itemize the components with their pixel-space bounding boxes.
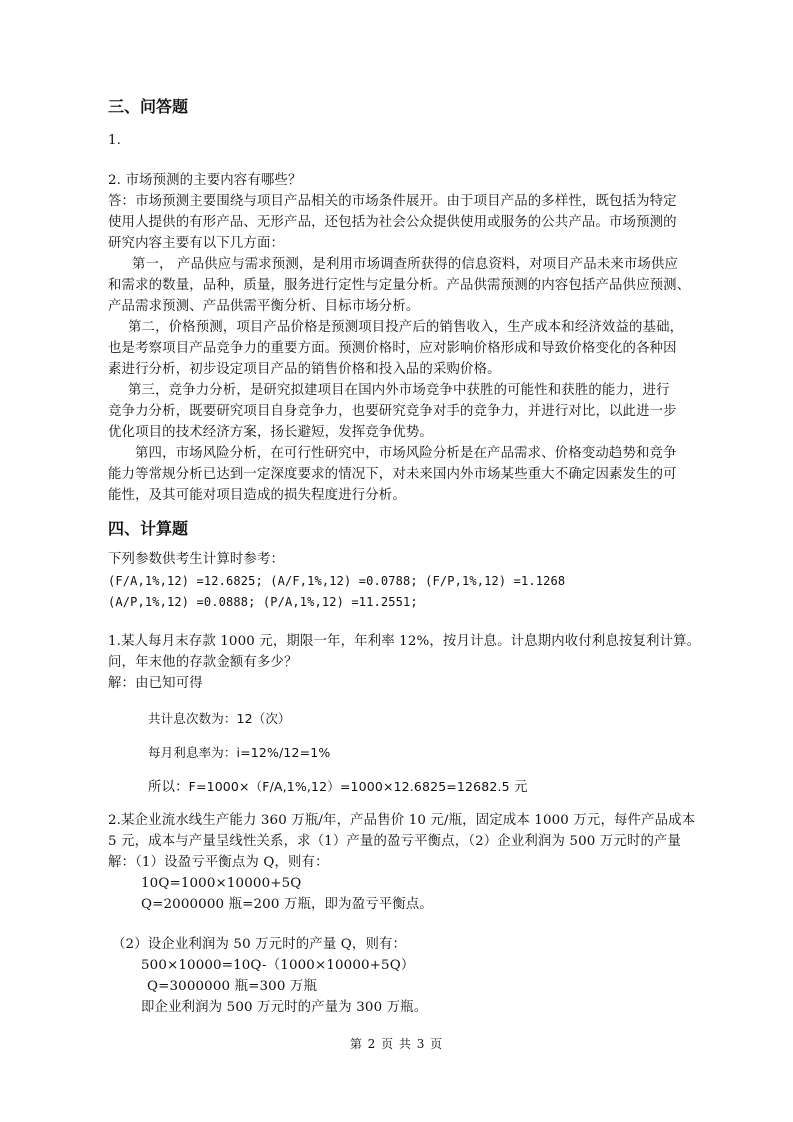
equation: 500×10000=10Q-（1000×10000+5Q） <box>141 958 415 973</box>
point-2-line: 第二，价格预测，项目产品价格是预测项目投产后的销售收入，生产成本和经济效益的基础， <box>128 320 684 335</box>
solution-step <box>148 743 330 764</box>
conclusion: 即企业利润为 500 万元时的产量为 300 万瓶。 <box>141 1000 428 1015</box>
solution-step <box>148 777 528 798</box>
answer-line: 研究内容主要有以下几方面： <box>108 236 285 251</box>
answer-line: 答：市场预测主要围绕与项目产品相关的市场条件展开。由于项目产品的多样性，既包括为特定 <box>108 194 677 209</box>
params-line: (F/A,1%,12) =12.6825; (A/F,1%,12) =0.0788; (F/P,1%,12) =1.1268 <box>108 574 566 588</box>
problem-1-line: 问，年末他的存款金额有多少？ <box>108 655 298 670</box>
section-heading-qa: 三、问答题 <box>108 97 189 116</box>
answer-line: 使用人提供的有形产品、无形产品，还包括为社会公众提供使用或服务的公共产品。市场预测的 <box>108 215 677 230</box>
params-intro: 下列参数供考生计算时参考： <box>108 552 285 567</box>
problem-2-line: 5 元，成本与产量呈线性关系，求（1）产量的盈亏平衡点，（2）企业利润为 500 万元时的产量 <box>108 834 682 849</box>
question-2: 2. 市场预测的主要内容有哪些？ <box>108 173 302 188</box>
step-prefix: 所以： <box>148 780 189 795</box>
point-1-line: 产品需求预测、产品供需平衡分析、目标市场分析。 <box>108 299 420 314</box>
step-formula: F=1000×（F/A,1%,12）=1000×12.6825=12682.5 <box>188 779 510 794</box>
question-1-number: 1. <box>108 133 122 148</box>
solution-step <box>148 709 291 730</box>
solution-intro: 解：由已知可得 <box>108 676 203 691</box>
section-heading-calc: 四、计算题 <box>108 519 189 538</box>
solution-part-2: （2）设企业利润为 50 万元时的产量 Q，则有： <box>112 937 407 952</box>
problem-2-line: 2.某企业流水线生产能力 360 万瓶/年，产品售价 10 元/瓶，固定成本 1000 万元，每件产品成本 <box>108 813 696 828</box>
step-text: 共计息次数为：12（次） <box>148 711 291 726</box>
point-2-line: 素进行分析，初步设定项目产品的销售价格和投入品的采购价格。 <box>108 362 501 377</box>
point-3-line: 优化项目的技术经济方案，扬长避短，发挥竞争优势。 <box>108 425 433 440</box>
equation: Q=3000000 瓶=300 万瓶 <box>147 979 317 994</box>
page-number: 第 2 页 共 3 页 <box>349 1037 444 1051</box>
problem-1-line: 1.某人每月末存款 1000 元，期限一年，年利率 12%，按月计息。计息期内收付利息按复利计算。 <box>108 634 701 649</box>
solution-part-1: 解：（1）设盈亏平衡点为 Q，则有： <box>108 855 329 870</box>
point-3-line: 竞争力分析，既要研究项目自身竞争力，也要研究竞争对手的竞争力，并进行对比，以此进一步 <box>108 404 677 419</box>
step-text: 每月利息率为：i=12%/12=1% <box>148 745 331 760</box>
equation: Q=2000000 瓶=200 万瓶，即为盈亏平衡点。 <box>141 897 433 912</box>
equation: 10Q=1000×10000+5Q <box>141 876 302 891</box>
point-4-line: 能力等常规分析已达到一定深度要求的情况下，对未来国内外市场某些重大不确定因素发生的可 <box>108 467 677 482</box>
point-1-line: 和需求的数量，品种，质量，服务进行定性与定量分析。产品供需预测的内容包括产品供应预测、 <box>108 278 691 293</box>
point-4-line: 第四，市场风险分析，在可行性研究中，市场风险分析是在产品需求、价格变动趋势和竞争 <box>135 446 677 461</box>
point-4-line: 能性，及其可能对项目造成的损失程度进行分析。 <box>108 488 406 503</box>
point-2-line: 也是考察项目产品竞争力的重要方面。预测价格时，应对影响价格形成和导致价格变化的各种因 <box>108 341 677 356</box>
step-unit: 元 <box>509 780 528 795</box>
params-line: (A/P,1%,12) =0.0888; (P/A,1%,12) =11.2551; <box>108 595 418 609</box>
point-3-line: 第三，竞争力分析，是研究拟建项目在国内外市场竞争中获胜的可能性和获胜的能力，进行 <box>128 383 670 398</box>
point-1-line: 第一， 产品供应与需求预测，是利用市场调查所获得的信息资料，对项目产品未来市场供应 <box>132 257 679 272</box>
